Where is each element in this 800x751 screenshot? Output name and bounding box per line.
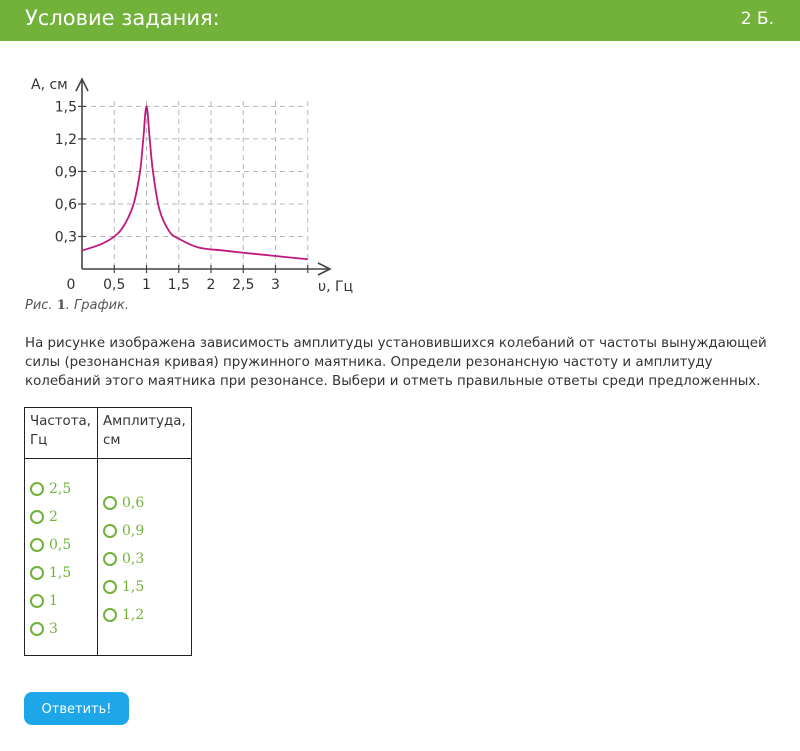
points-badge: 2 Б. [740,9,774,29]
option-label: 2,5 [49,481,72,497]
y-tick-label: 1,2 [54,131,77,148]
frequency-option[interactable] [30,475,97,503]
frequency-option[interactable] [30,587,97,615]
chart-grid [82,101,308,269]
amplitude-option[interactable] [103,573,191,601]
y-tick-label: 0,6 [54,196,77,213]
frequency-options [25,459,98,656]
frequency-option[interactable] [30,503,97,531]
amplitude-option[interactable] [103,489,191,517]
y-tick-label: 0,3 [54,229,77,246]
task-header [0,0,800,41]
frequency-header: Частота, Гц [25,408,98,459]
option-label: 0,5 [49,537,72,553]
amplitude-option[interactable] [103,601,191,629]
option-label: 1,5 [49,565,72,581]
caption-prefix: Рис. [25,298,57,313]
x-tick-label: 1 [142,277,151,293]
option-label: 0,3 [122,551,145,567]
radio-button-icon[interactable] [30,566,44,580]
frequency-option[interactable] [30,531,97,559]
header-title: Условие задания: [25,6,220,30]
amplitude-option[interactable] [103,545,191,573]
amplitude-header: Амплитуда, см [98,408,192,459]
figure-caption [25,298,129,313]
task-text: На рисунке изображена зависимость амплитуды установившихся колебаний от частоты вынуждающей силы (резонансная кривая) пружинного маятника. Определи резонансную частоту и амплитуду колебаний этого маятника при резонансе. Выбери и отметь правильные ответы среди предложенных. [25,336,767,389]
radio-button-icon[interactable] [30,482,44,496]
caption-text: . График. [65,298,130,313]
amplitude-option[interactable] [103,517,191,545]
radio-button-icon[interactable] [30,510,44,524]
radio-button-icon[interactable] [103,608,117,622]
submit-button[interactable]: Ответить! [24,692,129,725]
resonance-chart [0,60,380,300]
x-tick-label: 0,5 [103,277,126,293]
radio-button-icon[interactable] [30,594,44,608]
option-label: 1,5 [122,579,145,595]
radio-button-icon[interactable] [103,552,117,566]
y-axis-label: А, см [31,77,68,93]
radio-button-icon[interactable] [103,580,117,594]
x-tick-label: 2,5 [232,277,255,293]
answers-table [24,407,192,656]
option-label: 1 [49,593,58,609]
option-label: 1,2 [122,607,145,623]
option-label: 2 [49,509,58,525]
x-tick-label: 0 [66,277,76,293]
radio-button-icon[interactable] [103,496,117,510]
frequency-option[interactable] [30,615,97,643]
x-axis-label: υ, Гц [318,279,354,295]
caption-number: 1 [56,298,66,313]
x-tick-label: 3 [271,277,280,293]
x-tick-label: 2 [206,277,216,293]
option-label: 0,6 [122,495,145,511]
radio-button-icon[interactable] [30,538,44,552]
frequency-option[interactable] [30,559,97,587]
radio-button-icon[interactable] [103,524,117,538]
option-label: 3 [49,621,58,637]
chart-ticks [55,99,308,293]
amplitude-options [98,459,192,656]
y-tick-label: 0,9 [54,164,77,181]
radio-button-icon[interactable] [30,622,44,636]
option-label: 0,9 [122,523,145,539]
x-tick-label: 1,5 [167,277,190,293]
y-tick-label: 1,5 [54,99,77,116]
